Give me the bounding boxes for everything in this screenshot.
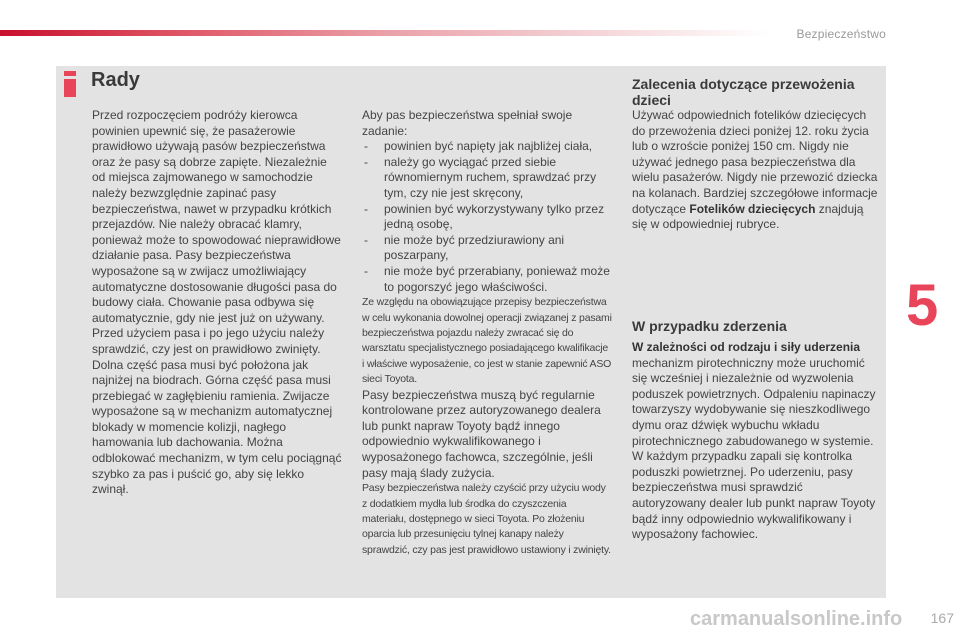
list-item: - powinien być napięty jak najbliżej ciała,	[362, 139, 612, 155]
watermark: carmanualsonline.info	[690, 608, 903, 630]
accident-lead	[632, 340, 880, 356]
page-number: 167	[930, 610, 954, 626]
chapter-number: 5	[906, 273, 939, 338]
accident-section	[632, 340, 880, 543]
children-section	[632, 108, 880, 233]
tips-col1-text: Przed rozpoczęciem podróży kierowca powinien upewnić się, że pasażerowie prawidłowo używają pasów bezpieczeństwa oraz że pasy są dobrze zapięte. Niezależnie od miejsca zajmowanego w samochodzie należy bezwzględnie zapinać pasy bezpieczeństwa, nawet w przypadku krótkich przejazdów. Nie należy obracać klamry, ponieważ może to spowodować nieprawidłowe działanie pasa. Pasy bezpieczeństwa wyposażone są w zwijacz umożliwiający automatyczne dostosowanie długości pasa do budowy ciała. Chowanie pasa odbywa się automatycznie, gdy nie jest już on używany. Przed użyciem pasa i po jego użyciu należy sprawdzić, czy jest on prawidłowo zwinięty. Dolna część pasa musi być położona jak najniżej na biodrach. Górna część pasa musi przebiegać w zagłębieniu ramienia. Zwijacze wyposażone są w mechanizm automatycznej blokady w momencie kolizji, nagłego hamowania lub dachowania. Można odblokować mechanizm, w tym celu pociągnąć szybko za pas i puścić go, aby się lekko zwinął.	[92, 108, 342, 497]
section-title: Bezpieczeństwo	[796, 27, 886, 41]
children-text-after: znajdują się w odpowiedniej rubryce.	[632, 201, 864, 232]
accident-bold-lead: W zależności od rodzaju i siły uderzenia	[632, 340, 861, 354]
info-icon	[62, 71, 78, 97]
header-accent-bar	[0, 30, 770, 36]
list-item: - powinien być wykorzystywany tylko przez jedną osobę,	[362, 202, 612, 233]
tips-column-1	[92, 108, 342, 498]
belt-requirements-list	[362, 139, 612, 295]
tips-column-2	[362, 108, 612, 558]
list-item: - należy go wyciągać przed siebie równomiernym ruchem, sprawdzać przy tym, czy nie jest skręcony,	[362, 155, 612, 202]
tips-col2-paragraph: Pasy bezpieczeństwa muszą być regularnie kontrolowane przez autoryzowanego dealera lub punkt napraw Toyoty bądź innego odpowiednio wykwalifikowanego i wyposażonego fachowca, szczególnie, jeśli pasy mają ślady zużycia.	[362, 387, 601, 480]
tips-title: Rady	[91, 69, 140, 91]
list-item: - nie może być przerabiany, ponieważ może to pogorszyć jego właściwości.	[362, 264, 612, 295]
accident-text: mechanizm pirotechniczny może uruchomić się wcześniej i niezależnie od wyzwolenia poduszek powietrznych. Odpaleniu napinaczy towarzyszy wydobywanie się nieszkodliwego dymu oraz dźwięk wybuchu wkładu pirotechnicznego zabudowanego w systemie. W każdym przypadku zapali się kontrolka poduszki powietrznej. Po uderzeniu, pasy bezpieczeństwa musi sprawdzić autoryzowany dealer lub punkt napraw Toyoty bądź inny odpowiednio wykwalifikowany i wyposażony fachowiec.	[632, 355, 876, 542]
children-section-title: Zalecenia dotyczące przewożenia dzieci	[632, 76, 855, 108]
child-seats-reference: Fotelików dziecięcych	[689, 201, 816, 216]
tips-col2-intro: Aby pas bezpieczeństwa spełniał swoje zadanie:	[362, 108, 573, 138]
tips-col2-note-2: Pasy bezpieczeństwa należy czyścić przy użyciu wody z dodatkiem mydła lub środka do czyszczenia materiału, dostępnego w sieci Toyota. Po złożeniu oparcia lub przesunięciu tylnej kanapy należy sprawdzić, czy pas jest prawidłowo ustawiony i zwinięty.	[362, 482, 611, 556]
list-item: - nie może być przedziurawiony ani poszarpany,	[362, 233, 612, 264]
children-text	[632, 108, 880, 233]
accident-section-title: W przypadku zderzenia	[632, 318, 787, 334]
tips-col2-note-1: Ze względu na obowiązujące przepisy bezpieczeństwa w celu wykonania dowolnej operacji związanej z pasami bezpieczeństwa pojazdu należy zwracać się do warsztatu specjalistycznego posiadającego kwalifikacje i właściwe wyposażenie, co jest w stanie zapewnić ASO sieci Toyota.	[362, 296, 612, 386]
children-text-before: Używać odpowiednich fotelików dziecięcych do przewożenia dzieci poniżej 12. roku życia lub o wzroście poniżej 150 cm. Nigdy nie używać jednego pasa bezpieczeństwa dla wielu pasażerów. Nigdy nie przewozić dziecka na kolanach. Bardziej szczegółowe informacje dotyczące	[632, 108, 878, 216]
